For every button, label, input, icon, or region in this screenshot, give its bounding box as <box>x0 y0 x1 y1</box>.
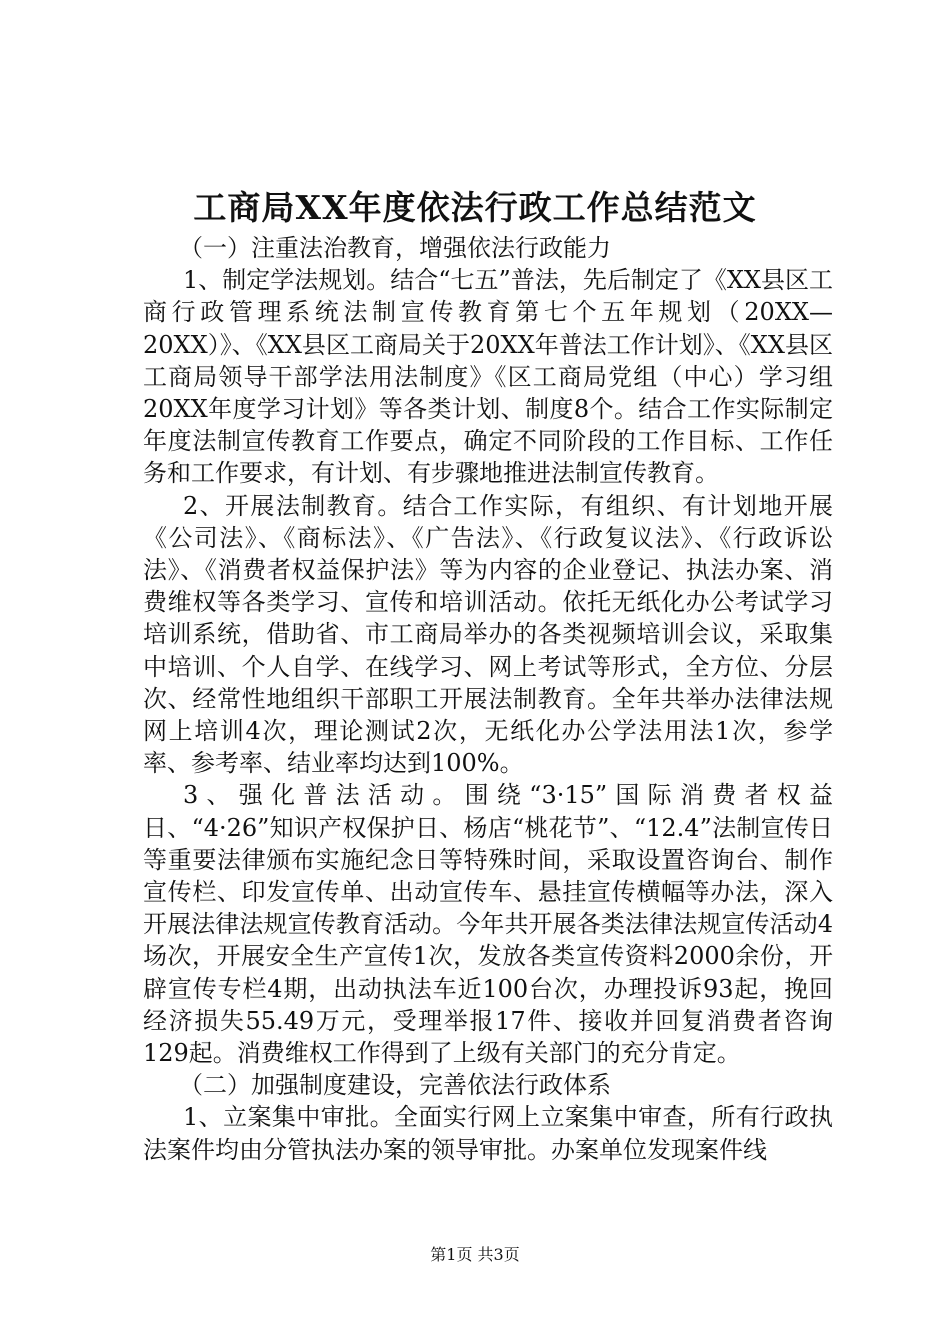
page-footer: 第1页 共3页 <box>430 1245 520 1264</box>
document-body <box>143 232 833 1166</box>
section-heading-2: （二）加强制度建设，完善依法行政体系 <box>179 1071 611 1100</box>
document-title: 工商局XX年度依法行政工作总结范文 <box>193 188 757 227</box>
paragraph-law-promotion: 3、强化普法活动。围绕“3·15”国际消费者权益日、“4·26”知识产权保护日、杨店“桃花节”、“12.4”法制宣传日等重要法律颁布实施纪念日等特殊时间，采取设置咨询台、制作宣传栏、印发宣传单、出动宣传车、悬挂宣传横幅等办法，深入开展法律法规宣传教育活动。今年共开展各类法律法规宣传活动4场次，开展安全生产宣传1次，发放各类宣传资料2000余份，开辟宣传专栏4期，出动执法车近100台次，办理投诉93起，挽回经济损失55.49万元，受理举报17件、接收并回复消费者咨询129起。消费维权工作得到了上级有关部门的充分肯定。 <box>143 781 833 1068</box>
paragraph-study-plan: 1、制定学法规划。结合“七五”普法，先后制定了《XX县区工商行政管理系统法制宣传教育第七个五年规划（20XX—20XX）》、《XX县区工商局关于20XX年普法工作计划》、《XX县区工商局领导干部学法用法制度》《区工商局党组（中心）学习组20XX年度学习计划》等各类计划、制度8个。结合工作实际制定年度法制宣传教育工作要点，确定不同阶段的工作目标、工作任务和工作要求，有计划、有步骤地推进法制宣传教育。 <box>143 266 833 488</box>
paragraph-case-approval: 1、立案集中审批。全面实行网上立案集中审查，所有行政执法案件均由分管执法办案的领导审批。办案单位发现案件线 <box>143 1103 833 1164</box>
paragraph-legal-education: 2、开展法制教育。结合工作实际，有组织、有计划地开展《公司法》、《商标法》、《广告法》、《行政复议法》、《行政诉讼法》、《消费者权益保护法》等为内容的企业登记、执法办案、消费维权等各类学习、宣传和培训活动。依托无纸化办公考试学习培训系统，借助省、市工商局举办的各类视频培训会议，采取集中培训、个人自学、在线学习、网上考试等形式，全方位、分层次、经常性地组织干部职工开展法制教育。全年共举办法律法规网上培训4次，理论测试2次，无纸化办公学法用法1次，参学率、参考率、结业率均达到100%。 <box>143 491 833 778</box>
section-heading-1: （一）注重法治教育，增强依法行政能力 <box>179 234 611 262</box>
